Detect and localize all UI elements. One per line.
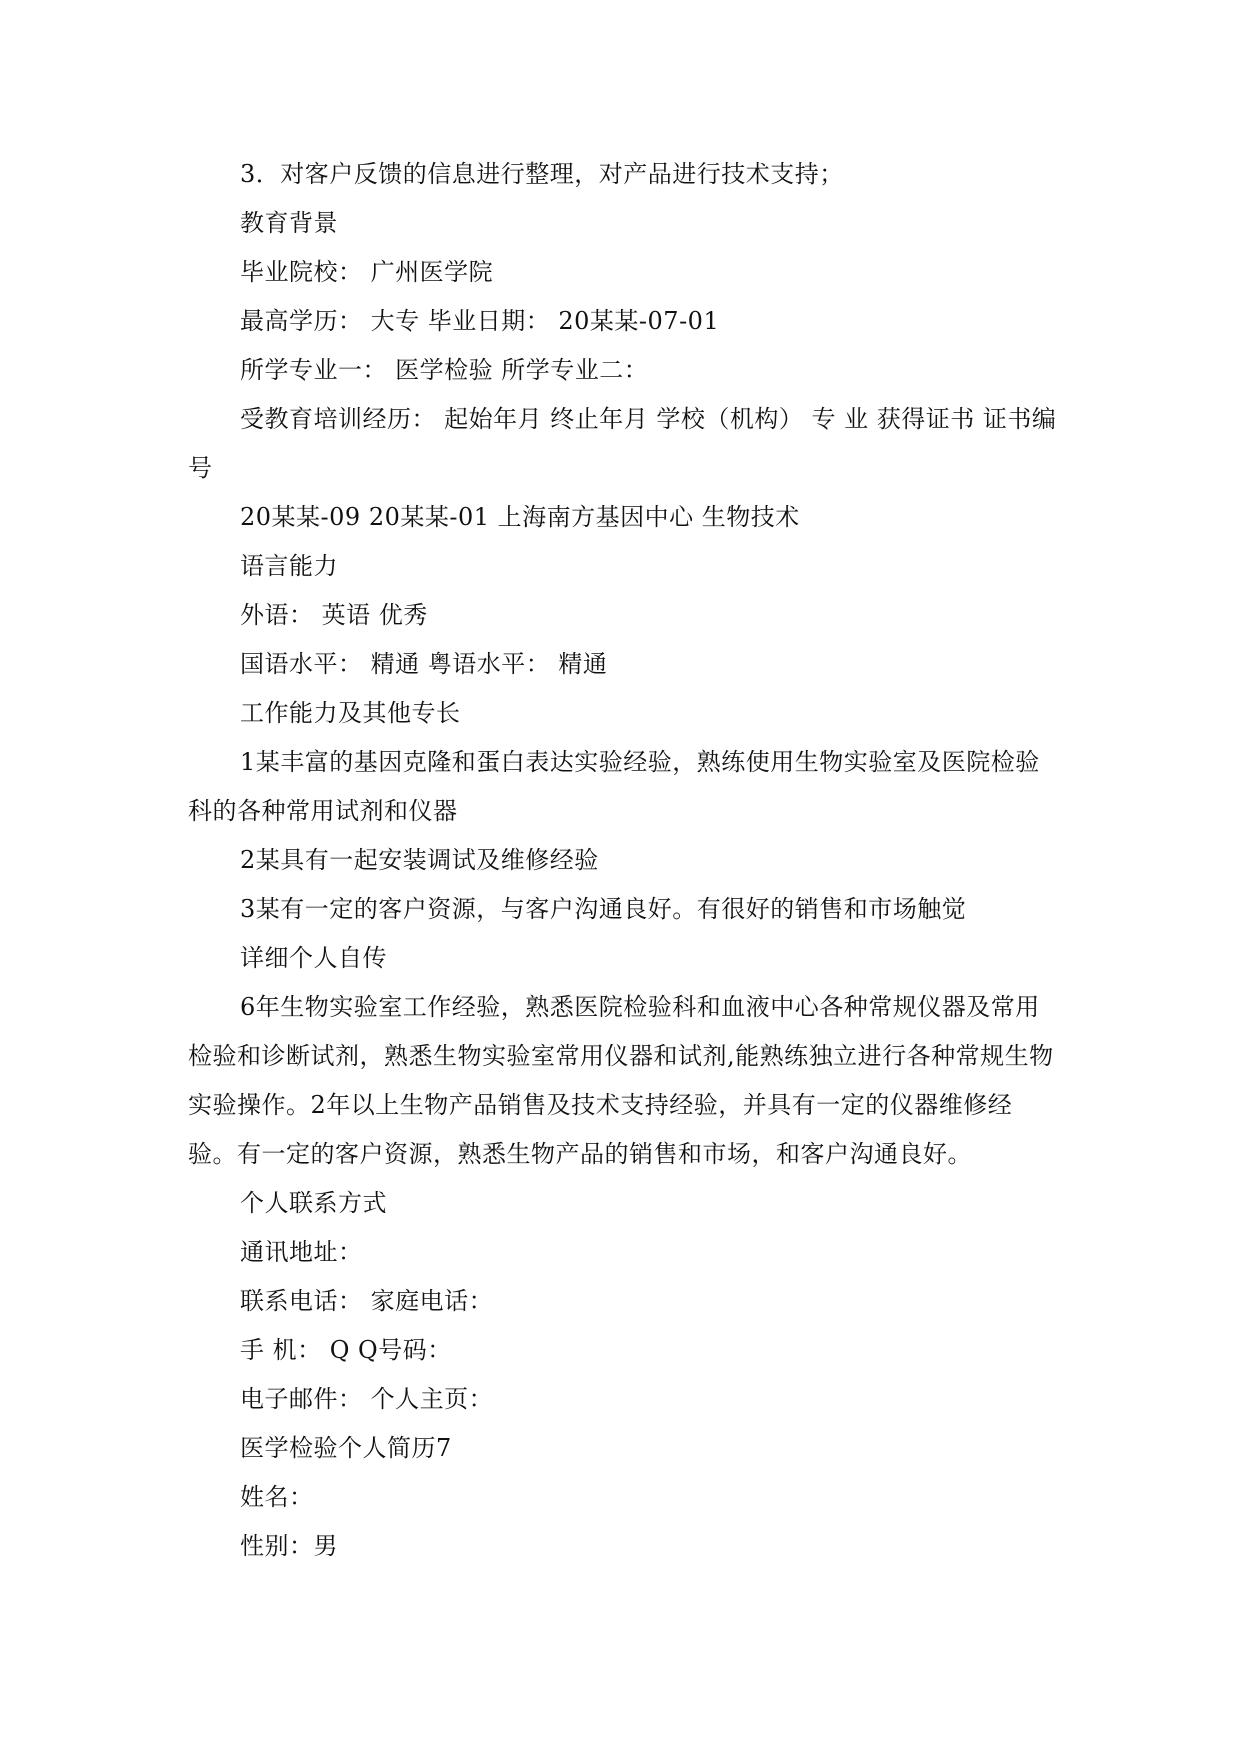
paragraph-degree: 最高学历： 大专 毕业日期： 20某某-07-01 <box>240 307 720 335</box>
paragraph-mobile: 手 机： Q Q号码： <box>240 1336 452 1364</box>
section-heading-education: 教育背景 <box>240 209 338 237</box>
section-heading-language: 语言能力 <box>240 552 338 580</box>
document-subtitle: 医学检验个人简历7 <box>240 1434 452 1462</box>
document-page <box>188 150 1058 1571</box>
paragraph-bio: 6年生物实验室工作经验，熟悉医院检验科和血液中心各种常规仪器及常用检验和诊断试剂，熟悉生物实验室常用仪器和试剂,能熟练独立进行各种常规生物实验操作。2年以上生物产品销售及技术支持经验，并具有一定的仪器维修经验。有一定的客户资源，熟悉生物产品的销售和市场，和客户沟通良好。 <box>188 993 1054 1168</box>
paragraph-dialects: 国语水平： 精通 粤语水平： 精通 <box>240 650 608 678</box>
paragraph-address: 通讯地址： <box>240 1238 363 1266</box>
section-heading-skills: 工作能力及其他专长 <box>240 699 461 727</box>
paragraph-gender: 性别：男 <box>240 1532 338 1560</box>
paragraph-foreign-language: 外语： 英语 优秀 <box>240 601 428 629</box>
section-heading-bio: 详细个人自传 <box>240 944 387 972</box>
paragraph-name: 姓名： <box>240 1483 314 1511</box>
paragraph-school: 毕业院校： 广州医学院 <box>240 258 494 286</box>
paragraph-skill-1: 1某丰富的基因克隆和蛋白表达实验经验，熟练使用生物实验室及医院检验科的各种常用试剂和仪器 <box>188 748 1040 825</box>
paragraph-email: 电子邮件： 个人主页： <box>240 1385 494 1413</box>
paragraph-major: 所学专业一： 医学检验 所学专业二： <box>240 356 649 384</box>
paragraph-skill-2: 2某具有一起安装调试及维修经验 <box>240 846 599 874</box>
paragraph-skill-3: 3某有一定的客户资源，与客户沟通良好。有很好的销售和市场触觉 <box>240 895 967 923</box>
paragraph-training-row: 20某某-09 20某某-01 上海南方基因中心 生物技术 <box>240 503 800 531</box>
paragraph-item-feedback: 3．对客户反馈的信息进行整理，对产品进行技术支持； <box>240 160 844 188</box>
paragraph-training-header: 受教育培训经历： 起始年月 终止年月 学校（机构） 专 业 获得证书 证书编号 <box>188 405 1057 482</box>
section-heading-contact: 个人联系方式 <box>240 1189 387 1217</box>
paragraph-phone: 联系电话： 家庭电话： <box>240 1287 494 1315</box>
